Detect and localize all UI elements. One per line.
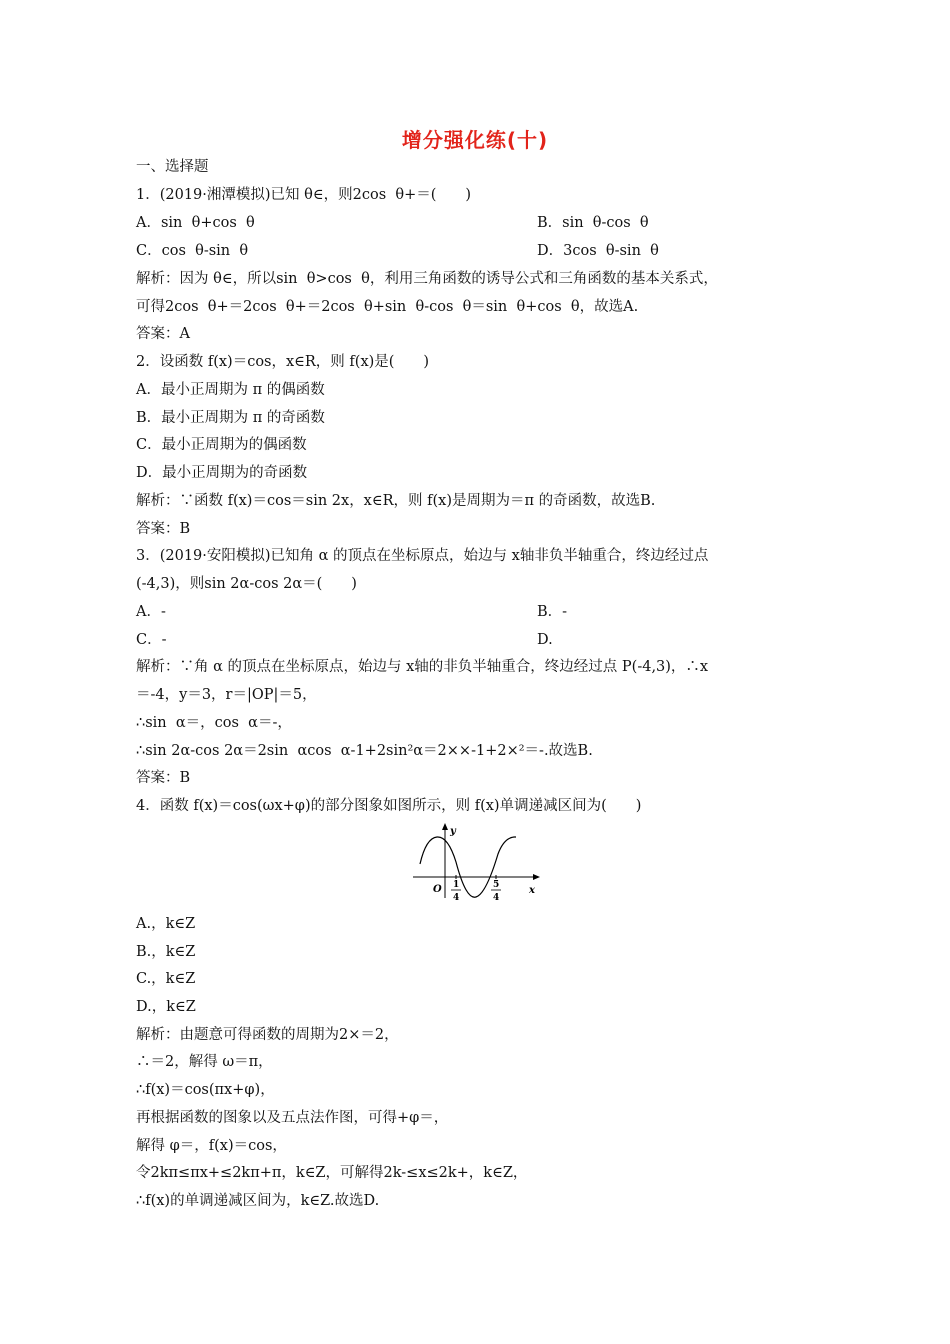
origin-label: O	[433, 884, 442, 895]
x-axis-arrow	[533, 874, 540, 880]
q4-option-a: A.，k∈Z	[136, 916, 196, 932]
q2-option-a: A．最小正周期为 π 的偶函数	[136, 382, 325, 398]
x-axis-label: x	[529, 885, 535, 896]
q1-option-b: B．sin θ-cos θ	[537, 215, 649, 231]
q4-solution-line-6: 令2kπ≤πx+≤2kπ+π，k∈Z，可解得2k-≤x≤2k+，k∈Z，	[136, 1165, 528, 1181]
q2-option-d: D．最小正周期为的奇函数	[136, 465, 308, 481]
q2-stem: 2．设函数 f(x)＝cos，x∈R，则 f(x)是( )	[136, 354, 430, 370]
q3-solution-line-2: ＝-4，y＝3，r＝|OP|＝5，	[136, 687, 317, 703]
q3-option-a: A．-	[136, 604, 166, 620]
tick-five-quarters-numerator: 5	[493, 880, 500, 890]
q4-solution-line-3: ∴f(x)＝cos(πx+φ)，	[136, 1082, 275, 1098]
q3-stem-line-2: (-4,3)，则sin 2α-cos 2α＝( )	[136, 576, 357, 592]
q3-option-c: C．-	[136, 632, 167, 648]
q3-option-d: D.	[537, 632, 553, 648]
q4-option-d: D.，k∈Z	[136, 999, 196, 1015]
q2-solution: 解析：∵函数 f(x)＝cos＝sin 2x，x∈R，则 f(x)是周期为＝π 的奇函数，故选B.	[136, 493, 656, 509]
q1-solution-line-1: 解析：因为 θ∈，所以sin θ>cos θ，利用三角函数的诱导公式和三角函数的基本关系式，	[136, 271, 718, 287]
q3-option-b: B．-	[537, 604, 568, 620]
q4-solution-line-1: 解析：由题意可得函数的周期为2×＝2，	[136, 1027, 399, 1043]
q1-solution-line-2: 可得2cos θ+＝2cos θ+＝2cos θ+sin θ-cos θ＝sin θ+cos θ，故选A.	[136, 299, 639, 315]
section-heading: 一、选择题	[136, 159, 209, 175]
tick-five-quarters-denominator: 4	[493, 893, 500, 902]
q1-option-a: A．sin θ+cos θ	[136, 215, 255, 231]
tick-one-quarter-numerator: 1	[453, 880, 460, 890]
q3-solution-line-1: 解析：∵角 α 的顶点在坐标原点，始边与 x轴的非负半轴重合，终边经过点 P(-4,3)，∴x	[136, 659, 709, 675]
q2-option-b: B．最小正周期为 π 的奇函数	[136, 410, 325, 426]
q1-stem: 1．(2019·湘潭模拟)已知 θ∈，则2cos θ+＝( )	[136, 187, 472, 203]
q4-solution-line-5: 解得 φ＝，f(x)＝cos，	[136, 1138, 287, 1154]
q4-solution-line-7: ∴f(x)的单调递减区间为，k∈Z.故选D.	[136, 1193, 380, 1209]
q4-stem: 4．函数 f(x)＝cos(ωx+φ)的部分图象如图所示，则 f(x)单调递减区间为( )	[136, 798, 642, 814]
q1-answer: 答案：A	[136, 326, 190, 342]
y-axis-label: y	[450, 826, 456, 837]
cosine-graph-figure	[408, 820, 543, 902]
q3-stem-line-1: 3．(2019·安阳模拟)已知角 α 的顶点在坐标原点，始边与 x轴非负半轴重合，终边经过点	[136, 548, 709, 564]
q1-option-d: D．3cos θ-sin θ	[537, 243, 659, 259]
q2-option-c: C．最小正周期为的偶函数	[136, 437, 307, 453]
q2-answer: 答案：B	[136, 521, 191, 537]
q4-solution-line-4: 再根据函数的图象以及五点法作图，可得+φ＝，	[136, 1110, 449, 1126]
q3-solution-line-4: ∴sin 2α-cos 2α＝2sin αcos α-1+2sin²α＝2××-1+2×²＝-.故选B.	[136, 743, 593, 759]
y-axis-arrow	[442, 823, 448, 830]
q4-option-b: B.，k∈Z	[136, 944, 196, 960]
q4-option-c: C.，k∈Z	[136, 971, 196, 987]
q1-option-c: C．cos θ-sin θ	[136, 243, 249, 259]
q4-solution-line-2: ∴＝2，解得 ω＝π，	[136, 1054, 273, 1070]
page-title: 增分强化练(十)	[401, 128, 549, 152]
q3-solution-line-3: ∴sin α＝，cos α＝-，	[136, 715, 292, 731]
tick-one-quarter-denominator: 4	[453, 893, 460, 902]
q3-answer: 答案：B	[136, 770, 191, 786]
